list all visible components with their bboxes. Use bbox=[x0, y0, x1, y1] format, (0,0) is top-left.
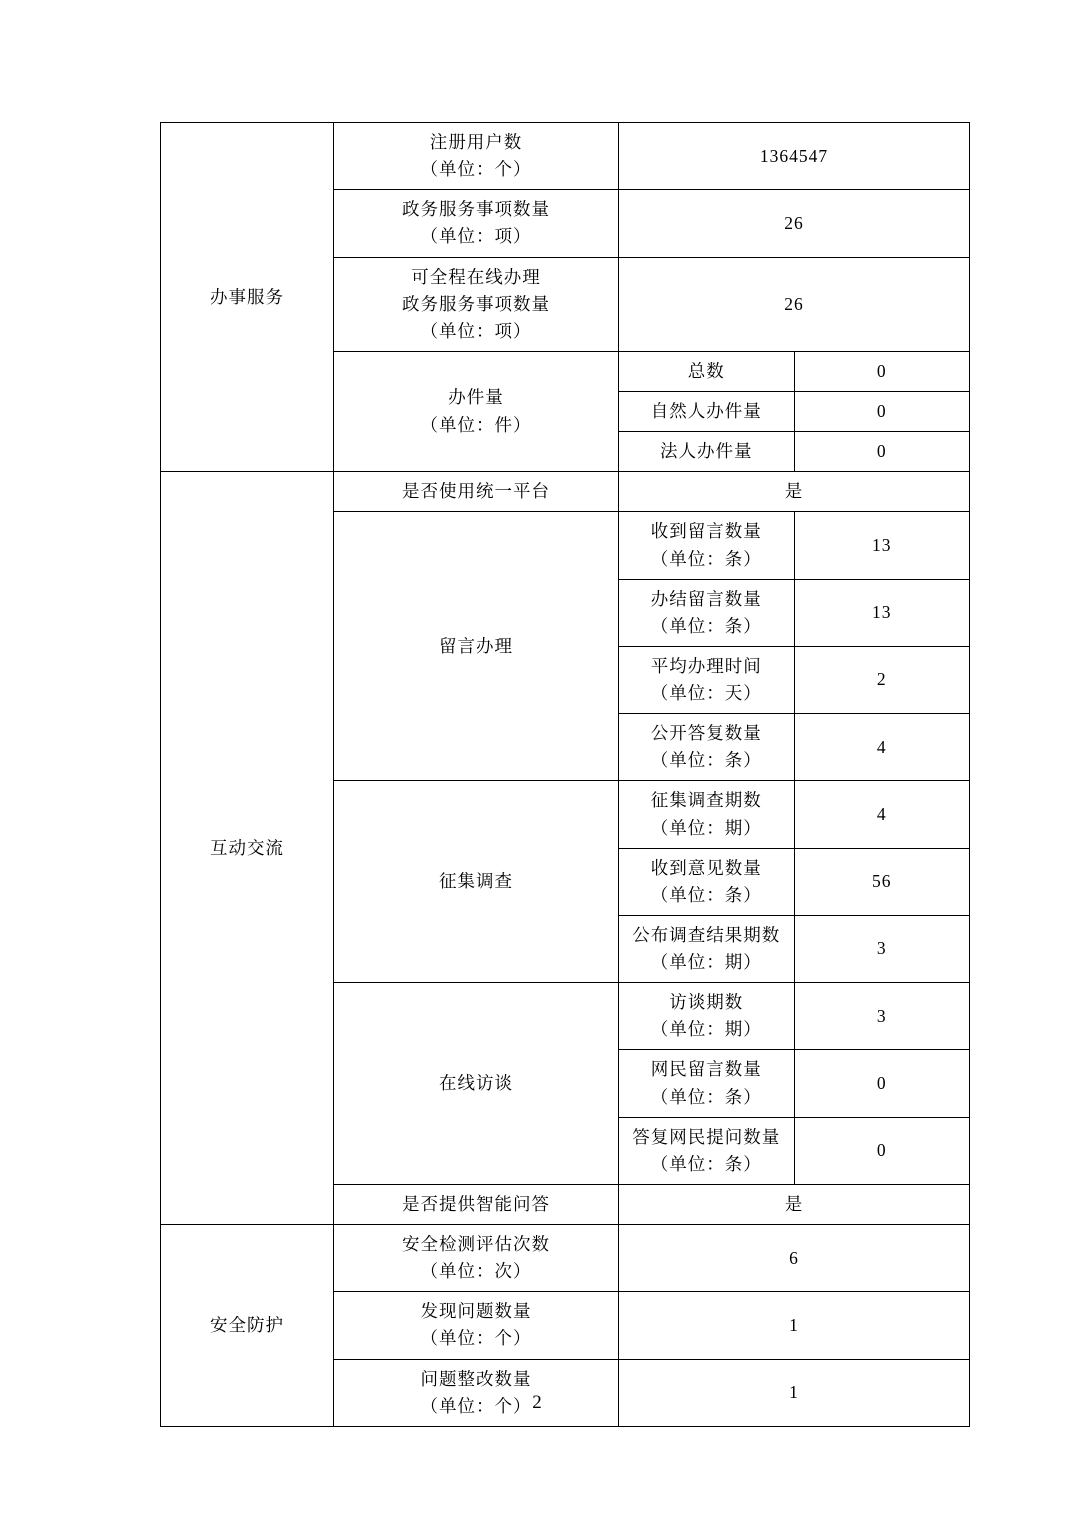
item-issues-found-line1: 发现问题数量 bbox=[420, 1301, 532, 1322]
sub-netizen-replies-line1: 答复网民提问数量 bbox=[632, 1126, 781, 1147]
sub-average-handling-time-line1: 平均办理时间 bbox=[650, 655, 762, 676]
item-registered-users bbox=[334, 123, 619, 190]
sub-survey-periods-line1: 征集调查期数 bbox=[650, 790, 762, 811]
sub-netizen-messages-line2: （单位：条） bbox=[650, 1086, 762, 1107]
value-affairs-count: 26 bbox=[619, 190, 970, 257]
category-interaction: 互动交流 bbox=[161, 472, 334, 1225]
item-issues-found bbox=[334, 1292, 619, 1359]
value-unified-platform: 是 bbox=[619, 472, 970, 512]
sub-netizen-messages-line1: 网民留言数量 bbox=[650, 1059, 762, 1080]
sub-messages-closed bbox=[619, 579, 795, 646]
item-message-handling: 留言办理 bbox=[334, 512, 619, 781]
sub-messages-received bbox=[619, 512, 795, 579]
item-survey: 征集调查 bbox=[334, 781, 619, 983]
sub-handled-natural-person: 自然人办件量 bbox=[619, 392, 795, 432]
category-service: 办事服务 bbox=[161, 123, 334, 472]
value-opinions-received: 56 bbox=[794, 848, 970, 915]
value-public-replies: 4 bbox=[794, 714, 970, 781]
sub-survey-periods bbox=[619, 781, 795, 848]
value-messages-closed: 13 bbox=[794, 579, 970, 646]
page-number: 2 bbox=[532, 1392, 542, 1413]
sub-interview-periods-line1: 访谈期数 bbox=[669, 992, 744, 1013]
sub-public-replies-line2: （单位：条） bbox=[650, 750, 762, 771]
value-survey-periods: 4 bbox=[794, 781, 970, 848]
value-average-handling-time: 2 bbox=[794, 646, 970, 713]
sub-messages-received-line1: 收到留言数量 bbox=[650, 521, 762, 542]
value-handled-natural-person: 0 bbox=[794, 392, 970, 432]
government-website-statistics-table bbox=[160, 122, 970, 1427]
sub-netizen-replies bbox=[619, 1117, 795, 1184]
value-messages-received: 13 bbox=[794, 512, 970, 579]
table-row bbox=[161, 1225, 970, 1292]
table-row bbox=[161, 123, 970, 190]
sub-opinions-received-line2: （单位：条） bbox=[650, 884, 762, 905]
item-affairs-count-line2: （单位：项） bbox=[420, 226, 532, 247]
category-security: 安全防护 bbox=[161, 1225, 334, 1427]
value-issues-found: 1 bbox=[619, 1292, 970, 1359]
item-handled-volume-line2: （单位：件） bbox=[420, 414, 532, 435]
sub-survey-periods-line2: （单位：期） bbox=[650, 817, 762, 838]
item-unified-platform: 是否使用统一平台 bbox=[334, 472, 619, 512]
item-smart-qa: 是否提供智能问答 bbox=[334, 1184, 619, 1224]
item-handled-volume bbox=[334, 351, 619, 471]
sub-survey-results-published-line2: （单位：期） bbox=[650, 952, 762, 972]
sub-messages-closed-line1: 办结留言数量 bbox=[650, 588, 762, 609]
table-row bbox=[161, 472, 970, 512]
value-security-checks: 6 bbox=[619, 1225, 970, 1292]
value-handled-total: 0 bbox=[794, 351, 970, 391]
item-issues-found-line2: （单位：个） bbox=[420, 1328, 532, 1349]
item-issues-fixed-line1: 问题整改数量 bbox=[420, 1368, 532, 1389]
report-table-container bbox=[160, 122, 942, 1427]
sub-survey-results-published bbox=[619, 915, 795, 982]
sub-handled-total: 总数 bbox=[619, 351, 795, 391]
value-issues-fixed: 1 bbox=[619, 1359, 970, 1426]
sub-survey-results-published-line1: 公布调查结果期数 bbox=[632, 924, 781, 945]
item-handled-volume-line1: 办件量 bbox=[448, 387, 504, 408]
item-registered-users-line1: 注册用户数 bbox=[429, 132, 523, 152]
item-affairs-count bbox=[334, 190, 619, 257]
sub-average-handling-time-line2: （单位：天） bbox=[650, 683, 762, 703]
item-affairs-count-line1: 政务服务事项数量 bbox=[402, 199, 550, 220]
item-online-affairs-line2: 政务服务事项数量 bbox=[402, 293, 550, 314]
sub-messages-received-line2: （单位：条） bbox=[650, 548, 762, 569]
item-issues-fixed-line2: （单位：个） bbox=[420, 1395, 532, 1416]
sub-interview-periods bbox=[619, 983, 795, 1050]
value-interview-periods: 3 bbox=[794, 983, 970, 1050]
sub-netizen-messages bbox=[619, 1050, 795, 1117]
item-security-checks-line1: 安全检测评估次数 bbox=[402, 1234, 550, 1254]
sub-handled-legal-person: 法人办件量 bbox=[619, 432, 795, 472]
sub-opinions-received bbox=[619, 848, 795, 915]
sub-messages-closed-line2: （单位：条） bbox=[650, 615, 762, 636]
item-registered-users-line2: （单位：个） bbox=[420, 159, 532, 180]
value-netizen-replies: 0 bbox=[794, 1117, 970, 1184]
value-survey-results-published: 3 bbox=[794, 915, 970, 982]
value-registered-users: 1364547 bbox=[619, 123, 970, 190]
sub-average-handling-time bbox=[619, 646, 795, 713]
item-online-affairs bbox=[334, 257, 619, 351]
value-netizen-messages: 0 bbox=[794, 1050, 970, 1117]
sub-netizen-replies-line2: （单位：条） bbox=[650, 1153, 762, 1174]
item-security-checks bbox=[334, 1225, 619, 1292]
value-handled-legal-person: 0 bbox=[794, 432, 970, 472]
item-security-checks-line2: （单位：次） bbox=[420, 1261, 532, 1282]
value-smart-qa: 是 bbox=[619, 1184, 970, 1224]
item-online-affairs-line3: （单位：项） bbox=[420, 320, 532, 341]
sub-interview-periods-line2: （单位：期） bbox=[650, 1019, 762, 1040]
sub-opinions-received-line1: 收到意见数量 bbox=[650, 857, 762, 878]
sub-public-replies bbox=[619, 714, 795, 781]
value-online-affairs: 26 bbox=[619, 257, 970, 351]
item-online-interview: 在线访谈 bbox=[334, 983, 619, 1185]
sub-public-replies-line1: 公开答复数量 bbox=[650, 723, 762, 744]
item-online-affairs-line1: 可全程在线办理 bbox=[411, 266, 541, 287]
